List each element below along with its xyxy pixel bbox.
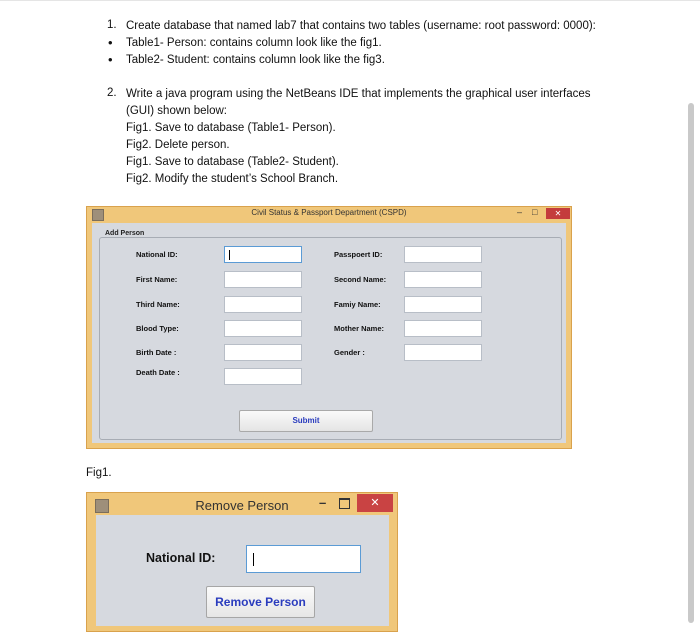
bullet2-text: Table2- Student: contains column look like the fig3. bbox=[126, 54, 385, 66]
fig1-caption: Fig1. bbox=[86, 467, 112, 479]
window-title: Remove Person bbox=[195, 498, 289, 513]
birth-date-input[interactable] bbox=[224, 344, 302, 361]
remove-person-button[interactable]: Remove Person bbox=[206, 586, 315, 618]
gender-input[interactable] bbox=[404, 344, 482, 361]
death-date-input[interactable] bbox=[224, 368, 302, 385]
third-name-input[interactable] bbox=[224, 296, 302, 313]
item2-line2: (GUI) shown below: bbox=[126, 105, 227, 117]
maximize-button[interactable] bbox=[339, 498, 350, 509]
second-name-input[interactable] bbox=[404, 271, 482, 288]
item1-number: 1. bbox=[107, 19, 117, 31]
mother-name-input[interactable] bbox=[404, 320, 482, 337]
item1-text: Create database that named lab7 that contains two tables (username: root password: 0000): bbox=[126, 20, 596, 32]
family-name-label: Famiy Name: bbox=[334, 300, 381, 309]
page-top-border bbox=[0, 0, 700, 1]
third-name-label: Third Name: bbox=[136, 300, 180, 309]
text-caret bbox=[253, 553, 254, 566]
minimize-button[interactable]: – bbox=[517, 207, 523, 217]
groupbox-title: Add Person bbox=[105, 230, 145, 237]
item2-line4: Fig2. Delete person. bbox=[126, 139, 230, 151]
minimize-button[interactable]: – bbox=[319, 495, 327, 510]
passport-id-label: Passpoert ID: bbox=[334, 250, 383, 259]
gender-label: Gender : bbox=[334, 348, 365, 357]
second-name-label: Second Name: bbox=[334, 275, 387, 284]
item2-number: 2. bbox=[107, 87, 117, 99]
item2-line1: Write a java program using the NetBeans IDE that implements the graphical user interfaces bbox=[126, 88, 591, 100]
close-button[interactable]: ✕ bbox=[546, 208, 570, 219]
first-name-input[interactable] bbox=[224, 271, 302, 288]
mother-name-label: Mother Name: bbox=[334, 324, 385, 333]
close-button[interactable]: ✕ bbox=[357, 494, 393, 512]
document-scrollbar[interactable] bbox=[688, 103, 694, 623]
item2-line5: Fig1. Save to database (Table2- Student). bbox=[126, 156, 339, 168]
text-caret bbox=[229, 250, 230, 260]
blood-type-label: Blood Type: bbox=[136, 324, 179, 333]
national-id-label: National ID: bbox=[146, 551, 216, 565]
window-title: Civil Status & Passport Department (CSPD) bbox=[251, 208, 407, 217]
family-name-input[interactable] bbox=[404, 296, 482, 313]
bullet1-text: Table1- Person: contains column look like the fig1. bbox=[126, 37, 382, 49]
item2-line6: Fig2. Modify the student’s School Branch. bbox=[126, 173, 339, 185]
passport-id-input[interactable] bbox=[404, 246, 482, 263]
bullet-dot: • bbox=[108, 35, 113, 50]
bullet-dot: • bbox=[108, 52, 113, 67]
blood-type-input[interactable] bbox=[224, 320, 302, 337]
maximize-button[interactable]: □ bbox=[532, 207, 538, 217]
birth-date-label: Birth Date : bbox=[136, 348, 177, 357]
national-id-input[interactable] bbox=[224, 246, 302, 263]
national-id-label: National ID: bbox=[136, 250, 178, 259]
death-date-label: Death Date : bbox=[136, 368, 180, 377]
first-name-label: First Name: bbox=[136, 275, 178, 284]
national-id-input[interactable] bbox=[246, 545, 361, 573]
item2-line3: Fig1. Save to database (Table1- Person). bbox=[126, 122, 336, 134]
submit-button[interactable]: Submit bbox=[239, 410, 373, 432]
